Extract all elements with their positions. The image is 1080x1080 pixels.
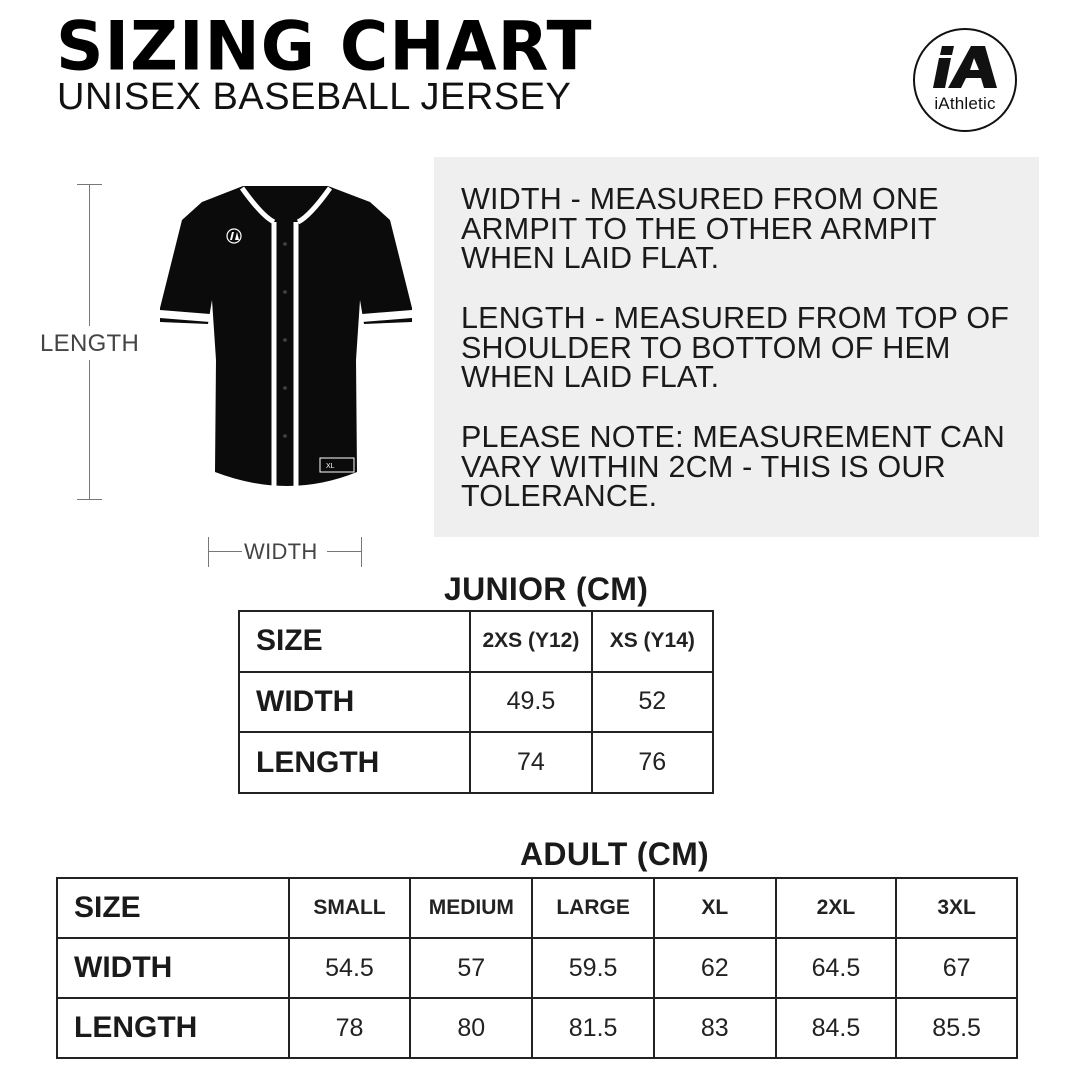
table-header-cell: XS (Y14) — [592, 611, 713, 672]
table-row — [239, 672, 713, 733]
table-cell: 74 — [470, 732, 591, 793]
page-title: SIZING CHART — [56, 7, 593, 86]
table-row — [57, 878, 1017, 938]
table-row — [239, 732, 713, 793]
width-guide-label: WIDTH — [244, 539, 318, 564]
adult-size-table — [56, 877, 1018, 1059]
length-guide-line-bottom — [89, 360, 90, 500]
table-header-cell: LARGE — [532, 878, 654, 938]
table-cell: 62 — [654, 938, 776, 998]
table-row-label: WIDTH — [239, 672, 470, 733]
table-cell: 76 — [592, 732, 713, 793]
table-cell: 67 — [896, 938, 1017, 998]
table-row-label: LENGTH — [239, 732, 470, 793]
length-guide-cap-bottom — [77, 499, 102, 500]
table-header-cell: XL — [654, 878, 776, 938]
table-cell: 59.5 — [532, 938, 654, 998]
adult-table-title: ADULT (CM) — [520, 836, 710, 872]
table-row-label: WIDTH — [57, 938, 289, 998]
ia-logo-icon — [931, 44, 1003, 92]
table-header-cell: SMALL — [289, 878, 411, 938]
table-header-cell: SIZE — [57, 878, 289, 938]
table-cell: 49.5 — [470, 672, 591, 733]
brand-name: iAthletic — [934, 94, 996, 113]
table-header-cell: 3XL — [896, 878, 1017, 938]
brand-logo — [913, 28, 1017, 132]
table-header-cell: SIZE — [239, 611, 470, 672]
table-row — [57, 998, 1017, 1058]
measurement-info-box — [434, 157, 1039, 537]
table-cell: 64.5 — [776, 938, 897, 998]
table-row — [239, 611, 713, 672]
table-cell: 80 — [410, 998, 532, 1058]
length-guide-label: LENGTH — [40, 330, 140, 357]
table-header-cell: MEDIUM — [410, 878, 532, 938]
width-guide-cap-right — [361, 537, 362, 567]
junior-size-table — [238, 610, 714, 794]
table-header-cell: 2XL — [776, 878, 897, 938]
jersey-illustration — [158, 182, 416, 502]
width-guide-line-left — [208, 551, 242, 552]
width-guide-line-right — [327, 551, 362, 552]
jersey-tag-size: XL — [326, 463, 335, 470]
table-cell: 85.5 — [896, 998, 1017, 1058]
length-description: LENGTH - MEASURED FROM TOP OF SHOULDER TO BOTTOM OF HEM WHEN LAID FLAT. — [461, 301, 1010, 394]
width-description: WIDTH - MEASURED FROM ONE ARMPIT TO THE OTHER ARMPIT WHEN LAID FLAT. — [461, 182, 939, 275]
table-cell: 57 — [410, 938, 532, 998]
width-guide-cap-left — [208, 537, 209, 567]
table-cell: 54.5 — [289, 938, 411, 998]
length-guide-line-top — [89, 184, 90, 326]
table-cell: 52 — [592, 672, 713, 733]
table-header-cell: 2XS (Y12) — [470, 611, 591, 672]
table-cell: 81.5 — [532, 998, 654, 1058]
page-subtitle: UNISEX BASEBALL JERSEY — [57, 76, 572, 118]
table-row — [57, 938, 1017, 998]
table-row-label: LENGTH — [57, 998, 289, 1058]
table-cell: 84.5 — [776, 998, 897, 1058]
tolerance-note: PLEASE NOTE: MEASUREMENT CAN VARY WITHIN 2CM - THIS IS OUR TOLERANCE. — [461, 420, 1005, 513]
table-cell: 83 — [654, 998, 776, 1058]
junior-table-title: JUNIOR (CM) — [444, 571, 649, 607]
table-cell: 78 — [289, 998, 411, 1058]
